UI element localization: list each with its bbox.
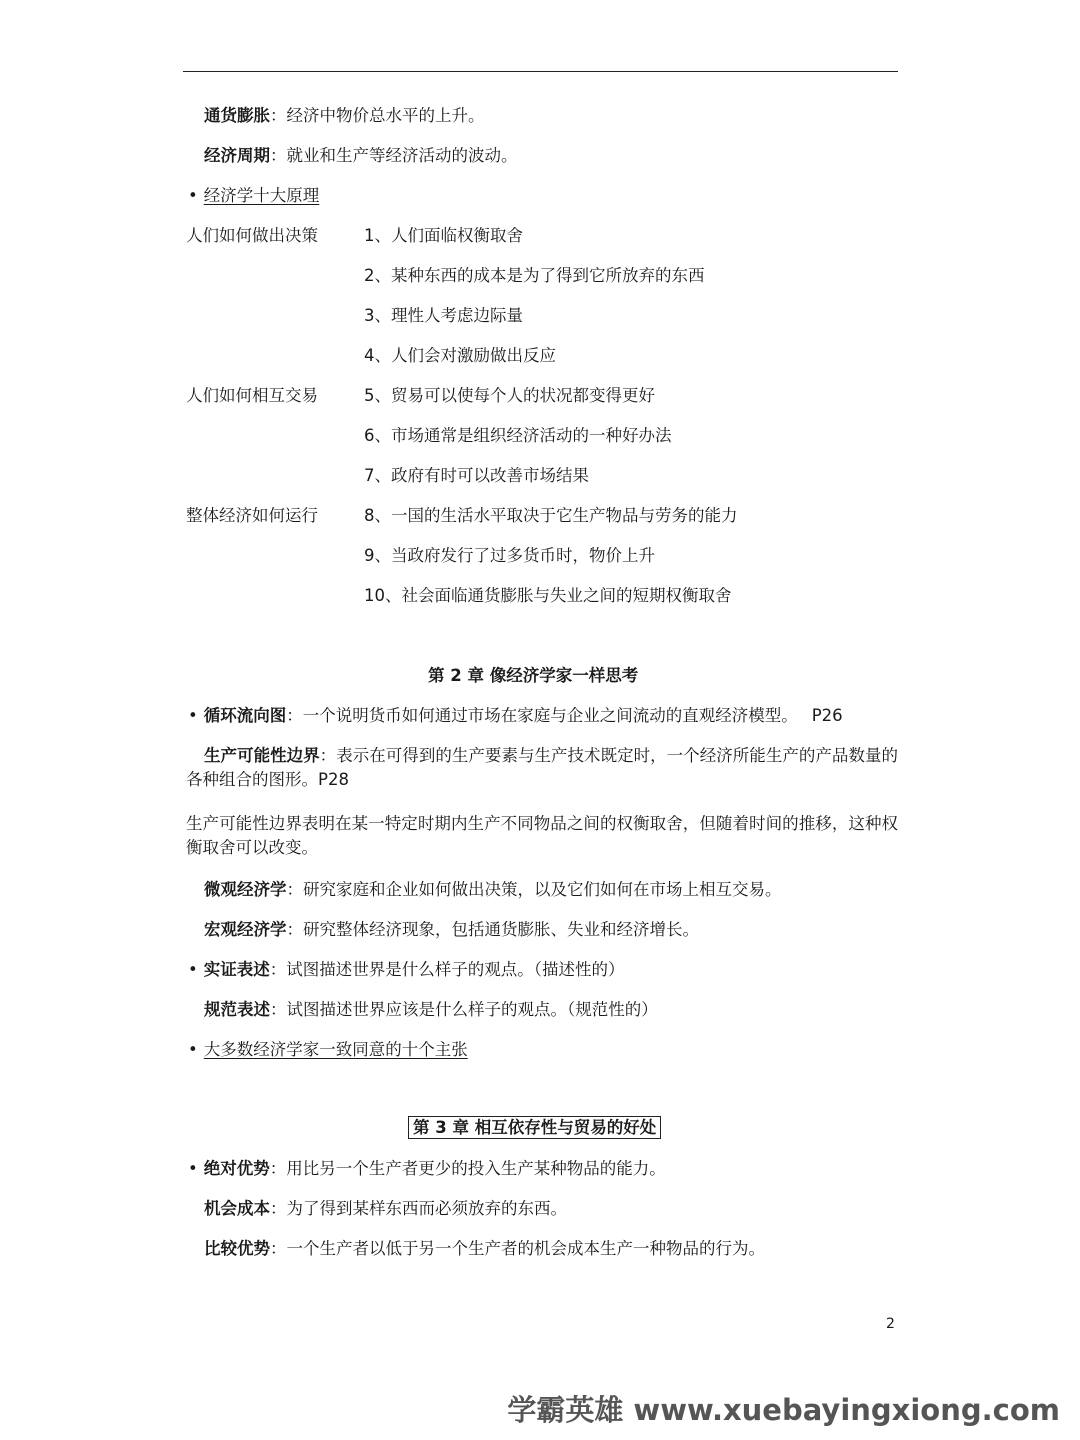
chapter-2-title: 第 2 章 像经济学家一样思考 [428, 666, 639, 685]
def-comparative-advantage: 比较优势：一个生产者以低于另一个生产者的机会成本生产一种物品的行为。 [204, 1239, 765, 1258]
group-label-interactions: 人们如何相互交易 [186, 386, 318, 405]
def-macro: 宏观经济学：研究整体经济现象，包括通货膨胀、失业和经济增长。 [204, 920, 699, 939]
def-normative: 规范表述：试图描述世界应该是什么样子的观点。（规范性的） [204, 1000, 658, 1019]
def-positive: • 实证表述：试图描述世界是什么样子的观点。（描述性的） [188, 960, 625, 979]
def-opportunity-cost: 机会成本：为了得到某样东西而必须放弃的东西。 [204, 1199, 567, 1218]
def-micro: 微观经济学：研究家庭和企业如何做出决策，以及它们如何在市场上相互交易。 [204, 880, 782, 899]
watermark: 学霸英雄 www.xuebayingxiong.com [507, 1393, 1060, 1427]
principle-item: 8、一国的生活水平取决于它生产物品与劳务的能力 [364, 506, 738, 525]
def-business-cycle: 经济周期：就业和生产等经济活动的波动。 [204, 146, 518, 165]
chapter-3-title: 第 3 章 相互依存性与贸易的好处 [408, 1116, 661, 1140]
principle-item: 2、某种东西的成本是为了得到它所放弃的东西 [364, 266, 705, 285]
group-label-economy: 整体经济如何运行 [186, 506, 318, 525]
header-rule [183, 71, 898, 72]
def-ppf: 生产可能性边界：表示在可得到的生产要素与生产技术既定时，一个经济所能生产的产品数量的各种组合的图形。P28 [186, 746, 899, 789]
def-inflation: 通货膨胀：经济中物价总水平的上升。 [204, 106, 485, 125]
principle-item: 6、市场通常是组织经济活动的一种好办法 [364, 426, 672, 445]
principles-heading: • 经济学十大原理 [188, 186, 320, 205]
principle-item: 10、社会面临通货膨胀与失业之间的短期权衡取舍 [364, 586, 732, 605]
principle-item: 7、政府有时可以改善市场结果 [364, 466, 589, 485]
principle-item: 1、人们面临权衡取舍 [364, 226, 523, 245]
group-label-decisions: 人们如何做出决策 [186, 226, 318, 245]
def-circular-flow: • 循环流向图：一个说明货币如何通过市场在家庭与企业之间流动的直观经济模型。 P26 [188, 706, 843, 725]
principle-item: 4、人们会对激励做出反应 [364, 346, 556, 365]
principle-item: 3、理性人考虑边际量 [364, 306, 523, 325]
principle-item: 9、当政府发行了过多货币时，物价上升 [364, 546, 655, 565]
def-absolute-advantage: • 绝对优势：用比另一个生产者更少的投入生产某种物品的能力。 [188, 1159, 666, 1178]
consensus-heading: • 大多数经济学家一致同意的十个主张 [188, 1040, 468, 1059]
principle-item: 5、贸易可以使每个人的状况都变得更好 [364, 386, 655, 405]
ppf-note: 生产可能性边界表明在某一特定时期内生产不同物品之间的权衡取舍，但随着时间的推移，这种权衡取舍可以改变。 [186, 814, 898, 857]
page-number: 2 [886, 1316, 895, 1332]
